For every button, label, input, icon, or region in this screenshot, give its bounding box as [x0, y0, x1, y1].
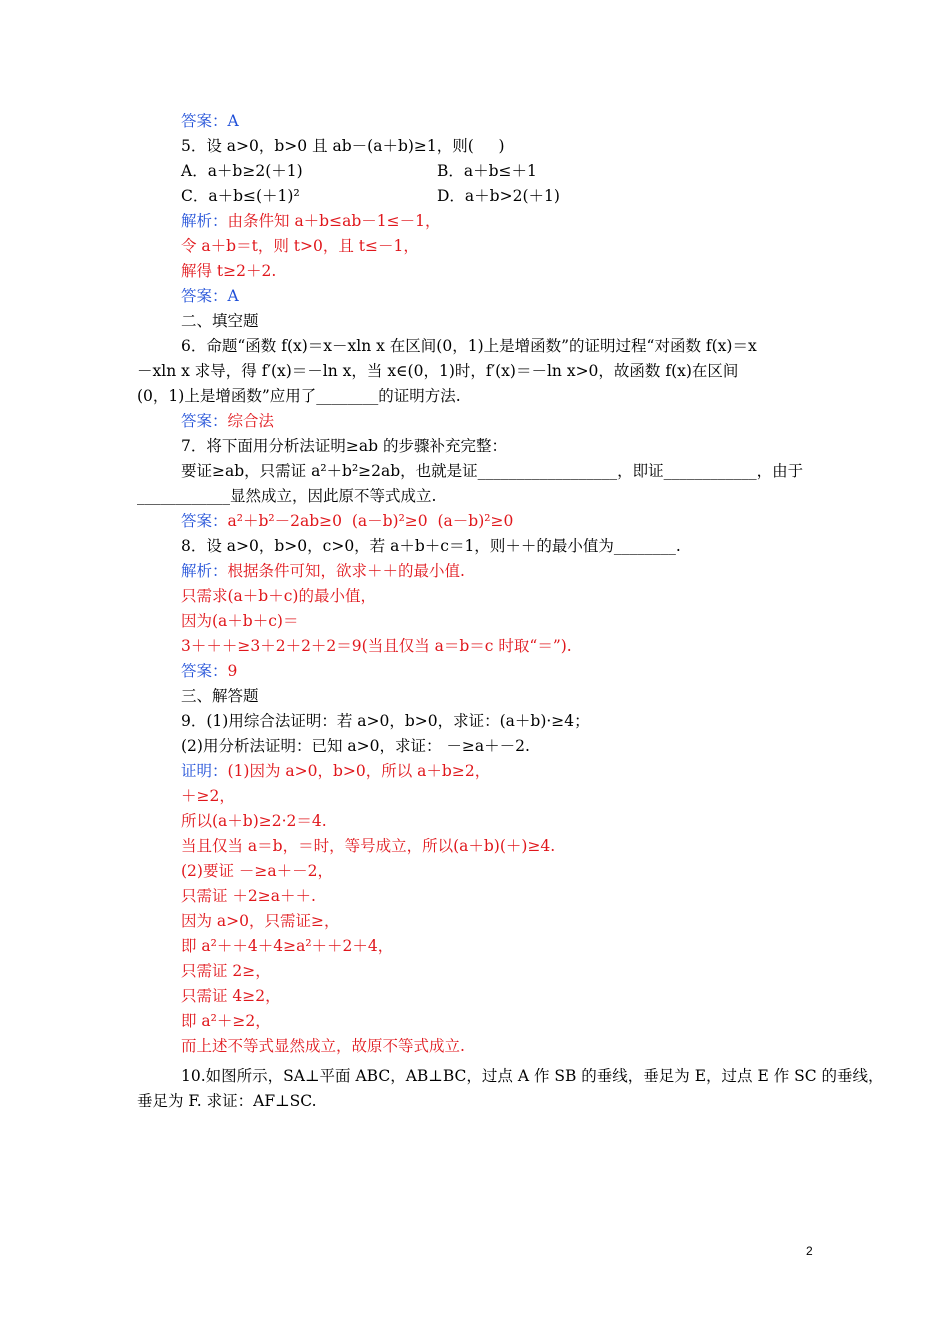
text-run: 证明： [181, 762, 228, 780]
page-number: 2 [806, 1244, 813, 1258]
text-line [181, 686, 259, 706]
text-line [181, 286, 239, 306]
text-line [181, 1011, 271, 1031]
text-line [181, 911, 340, 931]
text-run: 所以(a＋b)≥2·2＝4. [181, 812, 327, 830]
text-line [181, 511, 513, 531]
text-run: 即 a²＋＋4＋4≥a²＋＋2＋4， [181, 937, 394, 955]
text-run: 9．(1)用综合法证明：若 a>0，b>0，求证：(a＋b)·≥4； [181, 712, 590, 730]
text-run: a²＋b²－2ab≥0 (a－b)²≥0 (a－b)²≥0 [227, 512, 514, 530]
text-run: 根据条件可知，欲求＋＋的最小值. [227, 562, 465, 580]
text-line [181, 436, 507, 456]
text-run: 7．将下面用分析法证明≥ab 的步骤补充完整： [181, 437, 507, 455]
text-run: 二、填空题 [181, 312, 259, 330]
text-line [181, 1066, 884, 1086]
text-run: 答案： [181, 662, 228, 680]
text-line [181, 536, 681, 556]
text-line [181, 186, 300, 206]
text-run: 因为(a＋b＋c)＝ [181, 612, 299, 630]
text-run: 答案：A [181, 287, 239, 305]
text-run: 答案： [181, 412, 228, 430]
text-run: 答案：A [181, 112, 239, 130]
text-run: 只需求(a＋b＋c)的最小值， [181, 587, 376, 605]
text-run: 只需证 2≥， [181, 962, 271, 980]
text-line [437, 186, 560, 206]
text-line [181, 1036, 465, 1056]
text-line [181, 211, 440, 231]
text-run: 综合法 [227, 412, 275, 430]
text-line [181, 611, 298, 631]
text-line [181, 136, 505, 156]
text-line [181, 561, 465, 581]
text-run: A．a＋b≥2(＋1) [181, 162, 303, 180]
text-line [181, 936, 393, 956]
text-run: －xln x 求导，得 f′(x)＝－ln x，当 x∈(0，1)时，f′(x)＝－ln x>0，故函数 f(x)在区间 [137, 362, 739, 380]
text-run: 解析： [181, 212, 228, 230]
text-run: B．a＋b≤＋1 [437, 162, 537, 180]
text-line [137, 386, 461, 406]
text-run: (2)用分析法证明：已知 a>0，求证： －≥a＋－2. [181, 737, 530, 755]
text-line [181, 461, 803, 481]
text-line [137, 1091, 317, 1111]
text-run: 3＋＋＋≥3＋2＋2＋2＝9(当且仅当 a＝b＝c 时取“＝”). [181, 637, 572, 655]
text-line [437, 161, 537, 181]
text-run: 答案： [181, 512, 228, 530]
text-run: 当且仅当 a＝b，＝时，等号成立，所以(a＋b)(＋)≥4. [181, 837, 556, 855]
text-run: 9 [227, 662, 238, 680]
text-line [181, 161, 303, 181]
text-run: (2)要证 －≥a＋－2， [181, 862, 333, 880]
text-run: ____________显然成立，因此原不等式成立. [137, 487, 437, 505]
text-run: 只需证 4≥2， [181, 987, 281, 1005]
text-run: 垂足为 F. 求证：AF⊥SC. [137, 1092, 317, 1110]
text-run: 6．命题“函数 f(x)＝x－xln x 在区间(0，1)上是增函数”的证明过程“对函数 f(x)＝x [181, 337, 757, 355]
text-line [181, 761, 490, 781]
text-run: (0，1)上是增函数”应用了________的证明方法. [137, 387, 461, 405]
text-line [181, 811, 327, 831]
text-line [181, 711, 590, 731]
text-line [181, 586, 376, 606]
text-run: (1)因为 a>0，b>0，所以 a＋b≥2， [227, 762, 491, 780]
text-line [181, 336, 757, 356]
text-line [181, 861, 333, 881]
text-line [181, 836, 555, 856]
text-run: 要证≥ab，只需证 a²＋b²≥2ab，也就是证__________________，即证____________，由于 [181, 462, 804, 480]
text-run: 令 a＋b＝t，则 t>0，且 t≤－1， [181, 237, 419, 255]
text-line [137, 361, 738, 381]
text-run: C．a＋b≤(＋1)² [181, 187, 300, 205]
text-run: 即 a²＋≥2， [181, 1012, 271, 1030]
text-line [181, 311, 259, 331]
text-line [181, 111, 239, 131]
text-run: 而上述不等式显然成立，故原不等式成立. [181, 1037, 465, 1055]
text-run: 因为 a>0，只需证≥， [181, 912, 340, 930]
text-line [181, 411, 274, 431]
text-line [181, 236, 419, 256]
text-run: 只需证 ＋2≥a＋＋. [181, 887, 316, 905]
text-line [181, 886, 316, 906]
text-run: 由条件知 a＋b≤ab－1≤－1， [227, 212, 441, 230]
text-line [181, 661, 237, 681]
text-line [137, 486, 436, 506]
text-run: 解得 t≥2＋2. [181, 262, 277, 280]
text-run: 8．设 a>0，b>0，c>0，若 a＋b＋c＝1，则＋＋的最小值为________. [181, 537, 681, 555]
text-line [181, 986, 281, 1006]
text-run: 5．设 a>0，b>0 且 ab－(a＋b)≥1，则( ) [181, 137, 505, 155]
text-run: ＋≥2， [181, 787, 235, 805]
text-run: 三、解答题 [181, 687, 259, 705]
text-line [181, 961, 271, 981]
text-line [181, 786, 235, 806]
text-run: 解析： [181, 562, 228, 580]
text-line [181, 261, 276, 281]
text-line [181, 636, 572, 656]
text-line [181, 736, 530, 756]
text-run: D．a＋b>2(＋1) [437, 187, 560, 205]
text-run: 10.如图所示，SA⊥平面 ABC，AB⊥BC，过点 A 作 SB 的垂线，垂足为 E，过点 E 作 SC 的垂线， [181, 1067, 884, 1085]
